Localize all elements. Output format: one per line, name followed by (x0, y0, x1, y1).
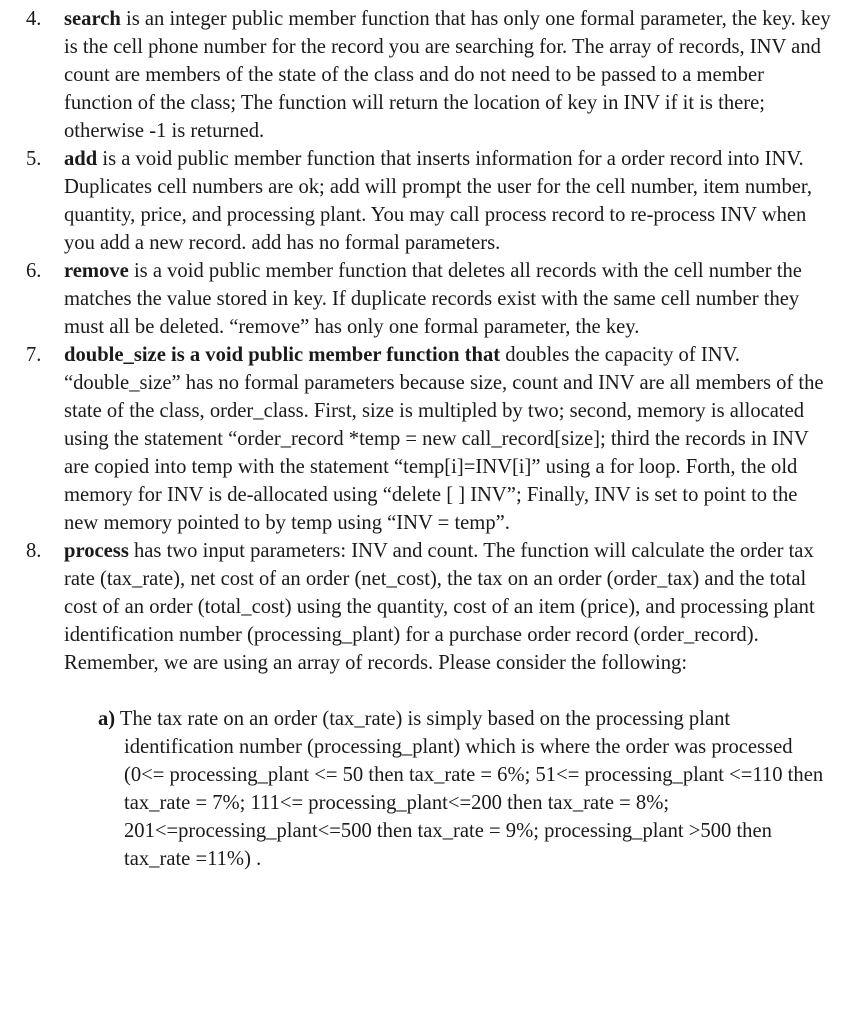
item-text: is a void public member function that deletes all records with the cell number the matches the value stored in key. If duplicate records exist with the same cell number they must all be deleted. “remove” has only one formal parameter, the key. (64, 260, 802, 338)
sub-item-body (98, 705, 832, 873)
list-item-search (26, 5, 832, 145)
item-number: 5. (26, 148, 42, 170)
item-text: doubles the capacity of INV. “double_size” has no formal parameters because size, count and INV are all members of the state of the class, order_class. First, size is multipled by two; second, memory is allocated using the statement “order_record *temp = new call_record[size]; third the records in INV are copied into temp with the statement “temp[i]=INV[i]” using a for loop. Forth, the old memory for INV is de-allocated using “delete [ ] INV”; Finally, INV is set to point to the new memory pointed to by temp using “INV = temp”. (64, 344, 824, 534)
list-item-process (26, 537, 832, 677)
sub-item-tax-rate (26, 705, 832, 873)
list-item-remove (26, 257, 832, 341)
item-number: 6. (26, 260, 42, 282)
requirements-list (26, 5, 832, 677)
sub-item-label: a) (98, 708, 116, 730)
item-keyword: search (64, 8, 121, 30)
item-keyword: double_size is a void public member function that (64, 344, 501, 366)
item-number: 7. (26, 344, 42, 366)
item-keyword: remove (64, 260, 129, 282)
item-number: 4. (26, 8, 42, 30)
item-text: is an integer public member function that has only one formal parameter, the key. key is the cell phone number for the record you are searching for. The array of records, INV and count are members of the state of the class and do not need to be passed to a member function of the class; The function will return the location of key in INV if it is there; otherwise -1 is returned. (64, 8, 831, 142)
item-keyword: process (64, 540, 129, 562)
sub-item-text: The tax rate on an order (tax_rate) is simply based on the processing plant identification number (processing_plant) which is where the order was processed (0<= processing_plant <= 50 then tax_rate = 6%; 51<= processing_plant <=110 then tax_rate = 7%; 111<= processing_plant<=200 then tax_rate = 8%; 201<=processing_plant<=500 then tax_rate = 9%; processing_plant >500 then tax_rate =11%) . (115, 708, 824, 870)
list-item-double-size (26, 341, 832, 537)
item-keyword: add (64, 148, 98, 170)
item-number: 8. (26, 540, 42, 562)
item-text: is a void public member function that inserts information for a order record into INV. Duplicates cell numbers are ok; add will prompt the user for the cell number, item number, quantity, price, and processing plant. You may call process record to re-process INV when you add a new record. add has no formal parameters. (64, 148, 813, 254)
list-item-add (26, 145, 832, 257)
item-text: has two input parameters: INV and count. The function will calculate the order tax rate (tax_rate), net cost of an order (net_cost), the tax on an order (order_tax) and the total cost of an order (total_cost) using the quantity, cost of an item (price), and processing plant identification number (processing_plant) for a purchase order record (order_record). Remember, we are using an array of records. Please consider the following: (64, 540, 815, 674)
